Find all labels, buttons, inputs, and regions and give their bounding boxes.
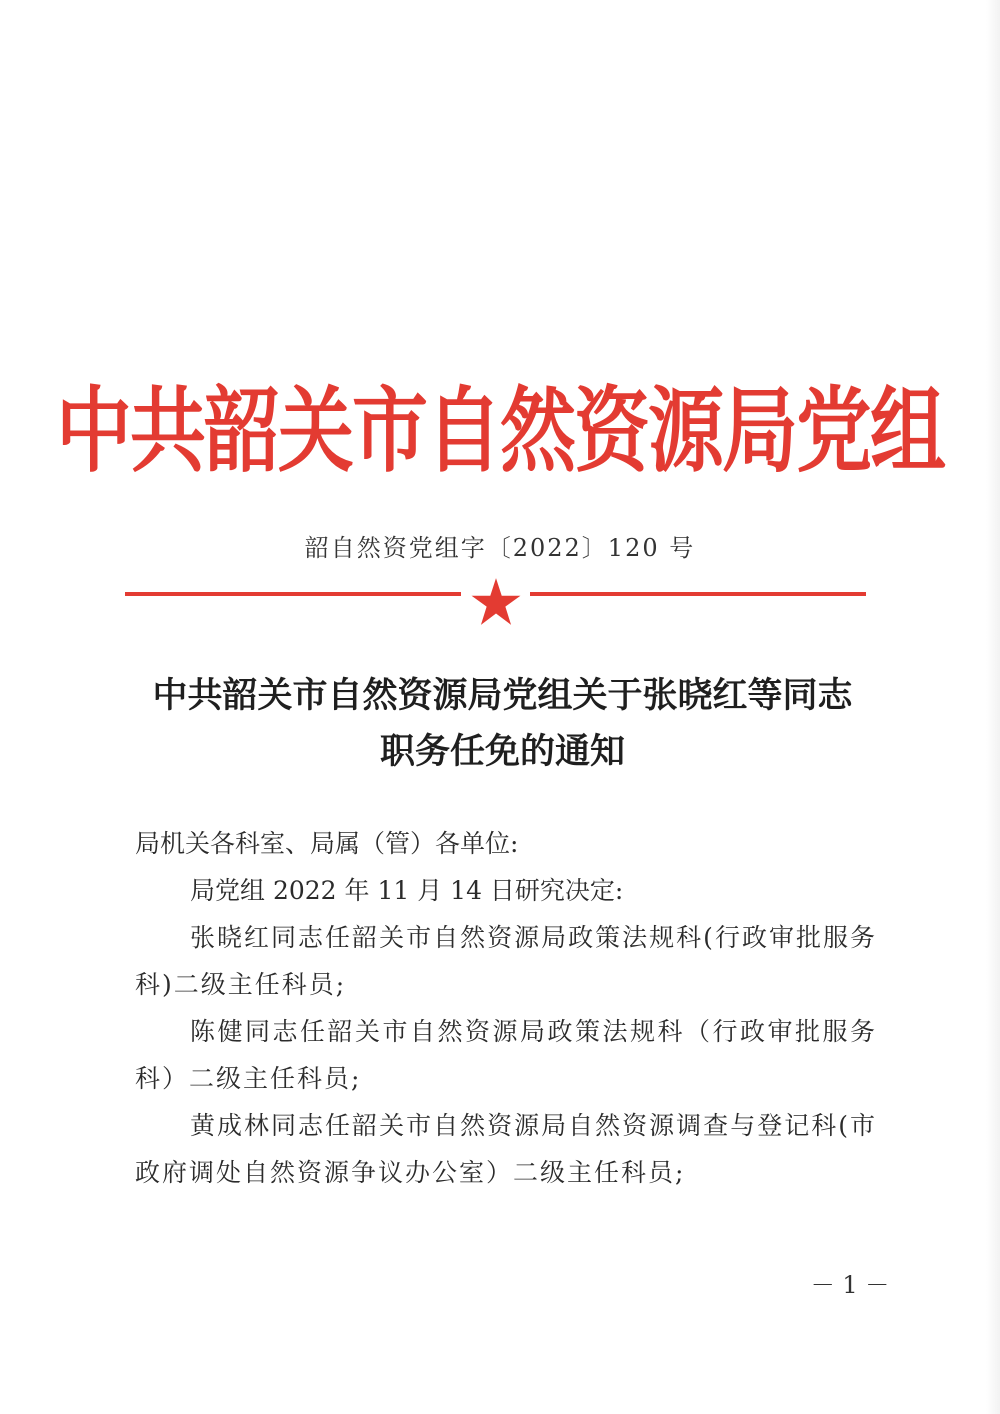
appointment-item-1: 张晓红同志任韶关市自然资源局政策法规科(行政审批服务科)二级主任科员; [135, 923, 877, 999]
addressee: 局机关各科室、局属（管）各单位: [135, 829, 519, 858]
star-icon [470, 576, 522, 628]
red-divider-right [530, 592, 866, 596]
document-title [130, 668, 875, 780]
appointment-item-2: 陈健同志任韶关市自然资源局政策法规科（行政审批服务科）二级主任科员; [135, 1017, 877, 1093]
document-number: 韶自然资党组字〔2022〕120 号 [304, 534, 696, 562]
appointment-item-3: 黄成林同志任韶关市自然资源局自然资源调查与登记科(市政府调处自然资源争议办公室）二级主任科员; [135, 1111, 877, 1187]
decision-statement: 局党组 2022 年 11 月 14 日研究决定: [190, 876, 624, 905]
page-number: － 1 － [810, 1271, 890, 1299]
red-divider-left [125, 592, 461, 596]
masthead-title: 中共韶关市自然资源局党组 [56, 376, 944, 485]
title-line-2: 职务任免的通知 [379, 732, 625, 772]
page-edge-shadow [986, 0, 1000, 1414]
title-line-1: 中共韶关市自然资源局党组关于张晓红等同志 [152, 676, 853, 716]
